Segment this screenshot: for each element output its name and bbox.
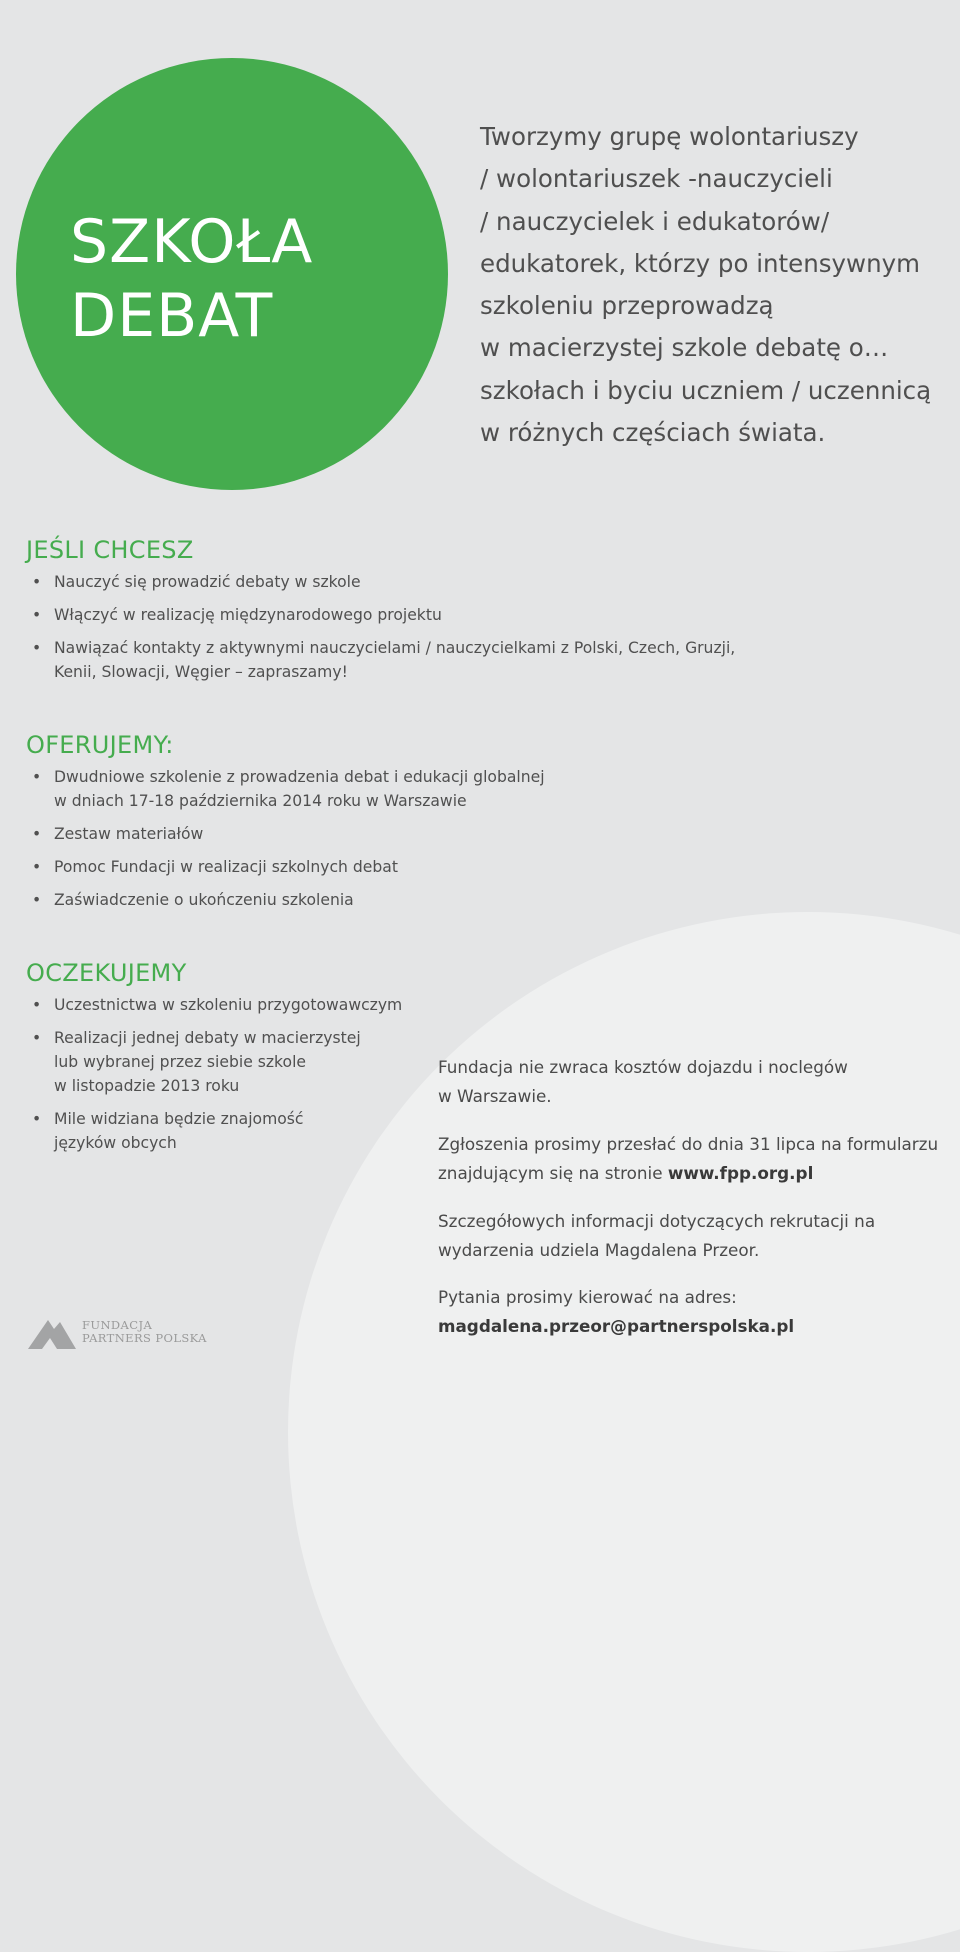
list-item-text: Zaświadczenie o ukończeniu szkolenia <box>54 891 354 909</box>
info-line: Szczegółowych informacji dotyczących rekrutacji na <box>438 1211 876 1231</box>
intro-line: Tworzymy grupę wolontariuszy <box>480 122 859 151</box>
list-item-text: Mile widziana będzie znajomość <box>54 1110 304 1128</box>
list-oferujemy <box>26 765 545 912</box>
intro-line: szkołach i byciu uczniem / uczennicą <box>480 375 932 405</box>
list-item-text: Pomoc Fundacji w realizacji szkolnych debat <box>54 858 398 876</box>
website-link[interactable]: www.fpp.org.pl <box>667 1163 814 1183</box>
list-oczekujemy <box>26 993 402 1155</box>
info-application <box>438 1130 938 1188</box>
intro-line: edukatorek, którzy po intensywnym <box>480 248 920 278</box>
bullet-icon: • <box>32 1029 42 1047</box>
list-item-text: Dwudniowe szkolenie z prowadzenia debat i edukacji globalnej <box>54 768 545 786</box>
list-item <box>26 993 402 1017</box>
list-item <box>26 1026 402 1098</box>
intro-paragraph <box>480 116 940 454</box>
list-item-text: w dniach 17-18 października 2014 roku w Warszawie <box>54 792 467 810</box>
info-line: Fundacja nie zwraca kosztów dojazdu i noclegów <box>438 1057 848 1077</box>
list-jesli-chcesz <box>26 570 735 684</box>
page-title <box>70 205 313 353</box>
info-recruitment <box>438 1207 875 1265</box>
info-text: znajdującym się na stronie <box>438 1163 668 1183</box>
list-item <box>26 765 545 813</box>
intro-line: w różnych częściach świata. <box>480 418 826 448</box>
logo-line: PARTNERS POLSKA <box>82 1331 207 1345</box>
section-heading-oczekujemy: OCZEKUJEMY <box>26 959 187 987</box>
list-item-text: Nawiązać kontakty z aktywnymi nauczycielami / nauczycielkami z Polski, Czech, Gruzji, <box>54 639 736 657</box>
intro-line: / wolontariuszek -nauczycieli <box>480 164 833 194</box>
mountain-logo-icon <box>28 1318 76 1350</box>
intro-line: / nauczycielek i edukatorów/ <box>480 206 830 236</box>
info-contact <box>438 1283 794 1341</box>
list-item <box>26 888 545 912</box>
list-item <box>26 1107 402 1155</box>
info-costs <box>438 1053 848 1111</box>
bullet-icon: • <box>32 891 42 909</box>
list-item <box>26 636 735 684</box>
list-item <box>26 603 735 627</box>
logo-line: FUNDACJA <box>82 1318 153 1332</box>
bullet-icon: • <box>32 825 42 843</box>
list-item-text: Uczestnictwa w szkoleniu przygotowawczym <box>54 996 403 1014</box>
bullet-icon: • <box>32 573 42 591</box>
bullet-icon: • <box>32 606 42 624</box>
list-item-text: języków obcych <box>54 1134 177 1152</box>
title-line-1: SZKOŁA <box>70 207 314 277</box>
list-item <box>26 855 545 879</box>
list-item-text: Zestaw materiałów <box>54 825 204 843</box>
intro-line: szkoleniu przeprowadzą <box>480 291 774 321</box>
list-item-text: lub wybranej przez siebie szkole <box>54 1053 306 1071</box>
email-link[interactable]: magdalena.przeor@partnerspolska.pl <box>438 1316 795 1336</box>
list-item-text: Realizacji jednej debaty w macierzystej <box>54 1029 361 1047</box>
bullet-icon: • <box>32 768 42 786</box>
info-line: w Warszawie. <box>438 1086 552 1106</box>
info-line: Zgłoszenia prosimy przesłać do dnia 31 lipca na formularzu <box>438 1134 939 1154</box>
logo-text <box>82 1319 207 1345</box>
list-item-text: Włączyć w realizację międzynarodowego projektu <box>54 606 442 624</box>
list-item <box>26 570 735 594</box>
intro-line: w macierzystej szkole debatę o… <box>480 333 889 363</box>
list-item <box>26 822 545 846</box>
bullet-icon: • <box>32 1110 42 1128</box>
info-line: Pytania prosimy kierować na adres: <box>438 1287 737 1307</box>
bullet-icon: • <box>32 639 42 657</box>
list-item-text: w listopadzie 2013 roku <box>54 1077 240 1095</box>
list-item-text: Kenii, Slowacji, Węgier – zapraszamy! <box>54 663 348 681</box>
info-line <box>438 1159 938 1188</box>
section-heading-oferujemy: OFERUJEMY: <box>26 731 174 759</box>
section-heading-jesli-chcesz: JEŚLI CHCESZ <box>26 536 194 564</box>
bullet-icon: • <box>32 996 42 1014</box>
info-line: wydarzenia udziela Magdalena Przeor. <box>438 1240 760 1260</box>
list-item-text: Nauczyć się prowadzić debaty w szkole <box>54 573 361 591</box>
bullet-icon: • <box>32 858 42 876</box>
title-line-2: DEBAT <box>70 281 274 351</box>
